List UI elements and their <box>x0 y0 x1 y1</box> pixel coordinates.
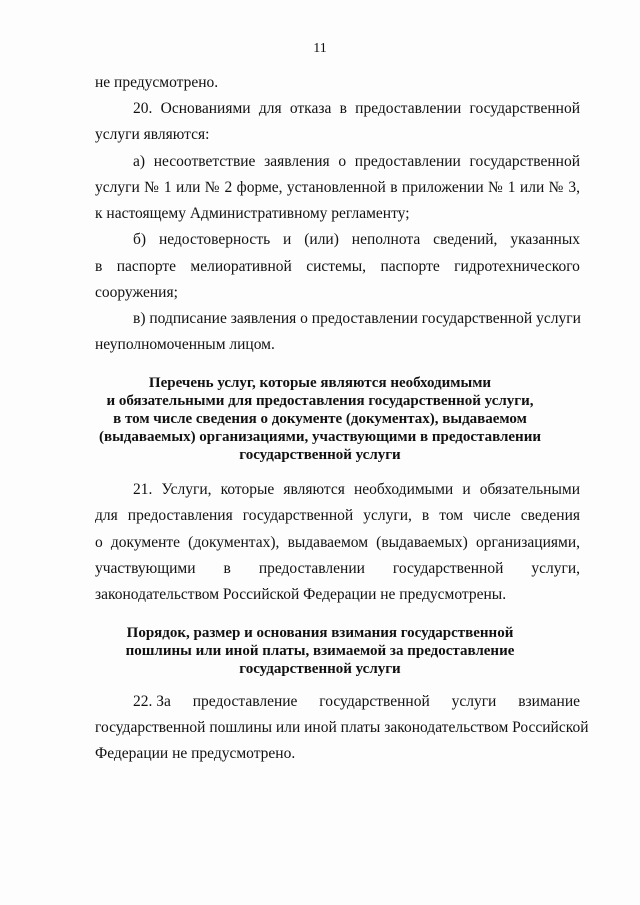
heading-line: пошлины или иной платы, взимаемой за предоставление <box>125 643 515 659</box>
text-line: для предоставления государственной услуги, в том числе сведения <box>95 507 580 524</box>
word: паспорте <box>116 258 177 275</box>
page-number: 11 <box>313 41 327 56</box>
word: (или) <box>304 231 339 248</box>
word: 22. За <box>133 693 171 710</box>
text-line: 20. Основаниями для отказа в предоставлении государственной <box>133 100 580 117</box>
word: и <box>283 231 292 248</box>
word: в <box>95 258 103 275</box>
heading-line: в том числе сведения о документе (документах), выдаваемом <box>113 411 527 427</box>
text-line <box>95 257 580 277</box>
text-line: о документе (документах), выдаваемом (выдаваемых) организациями, <box>95 534 580 551</box>
heading-line: и обязательными для предоставления государственной услуги, <box>106 393 534 409</box>
text-line: услуги являются: <box>95 126 210 143</box>
word: б) <box>133 231 147 248</box>
text-line: а) несоответствие заявления о предоставлении государственной <box>133 153 580 170</box>
text-line: к настоящему Административному регламенту; <box>95 205 410 222</box>
word: в <box>223 560 231 577</box>
heading-line: государственной услуги <box>239 661 401 677</box>
word: участвующими <box>95 560 196 577</box>
text-line: в) подписание заявления о предоставлении государственной услуги <box>133 310 581 327</box>
heading-line: Перечень услуг, которые являются необходимыми <box>148 375 492 391</box>
heading-line: государственной услуги <box>239 447 401 463</box>
text-line: сооружения; <box>95 284 178 301</box>
text-line <box>95 559 580 579</box>
heading-line: (выдаваемых) организациями, участвующими в предоставлении <box>98 429 541 445</box>
word: услуги <box>451 693 497 710</box>
text-line: законодательством Российской Федерации не предусмотрены. <box>95 586 507 603</box>
word: государственной <box>319 693 430 710</box>
text-line: государственной пошлины или иной платы законодательством Российской <box>95 719 589 736</box>
text-line: не предусмотрено. <box>95 74 219 91</box>
word: услуги, <box>531 560 580 577</box>
word: предоставлении <box>258 560 365 577</box>
text-line: 21. Услуги, которые являются необходимыми и обязательными <box>133 481 580 498</box>
text-line <box>133 230 580 250</box>
word: взимание <box>518 693 580 710</box>
word: недостоверность <box>158 231 271 248</box>
word: государственной <box>392 560 504 577</box>
text-line: неуполномоченным лицом. <box>95 336 275 353</box>
word: гидротехнического <box>454 258 580 275</box>
word: паспорте <box>380 258 440 275</box>
word: сведений, <box>433 231 498 248</box>
text-line <box>133 692 580 712</box>
word: неполнота <box>351 231 421 248</box>
text-line: Федерации не предусмотрено. <box>95 745 296 762</box>
word: системы, <box>306 258 367 275</box>
word: мелиоративной <box>190 258 292 275</box>
text-line: услуги № 1 или № 2 форме, установленной в приложении № 1 или № 3, <box>95 179 580 196</box>
word: предоставление <box>192 693 298 710</box>
heading-line: Порядок, размер и основания взимания государственной <box>126 625 514 641</box>
word: указанных <box>510 231 580 248</box>
